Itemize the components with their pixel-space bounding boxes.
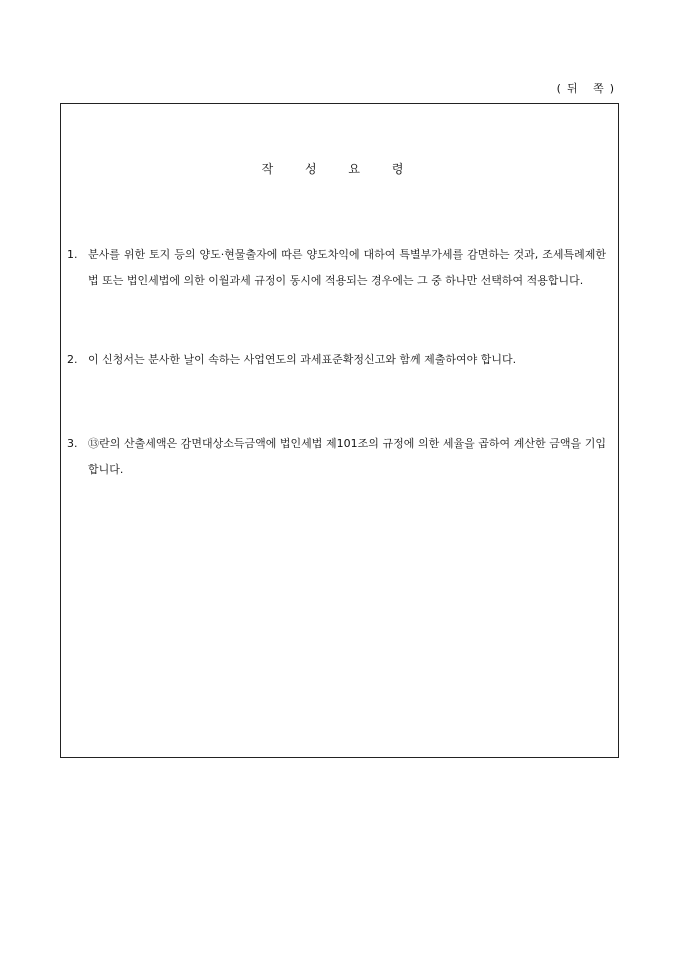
page-side-label: (뒤 쪽) bbox=[556, 82, 620, 95]
section-title: 작 성 요 령 bbox=[261, 162, 418, 176]
instruction-item-1 bbox=[67, 242, 606, 294]
item-text: 분사를 위한 토지 등의 양도·현물출자에 따른 양도차익에 대하여 특별부가세를 감면하는 것과, 조세특례제한법 또는 법인세법에 의한 이월과세 규정이 동시에 적용되는 경우에는 그 중 하나만 선택하여 적용합니다. bbox=[88, 248, 606, 287]
item-text: 이 신청서는 분사한 날이 속하는 사업연도의 과세표준확정신고와 함께 제출하여야 합니다. bbox=[88, 353, 517, 366]
item-number: 1. bbox=[67, 248, 78, 261]
instruction-item-3 bbox=[67, 431, 606, 483]
instructions-frame bbox=[60, 103, 619, 758]
item-number: 2. bbox=[67, 353, 78, 366]
item-text: ⑬란의 산출세액은 감면대상소득금액에 법인세법 제101조의 규정에 의한 세율을 곱하여 계산한 금액을 기입합니다. bbox=[88, 437, 606, 476]
instruction-item-2 bbox=[67, 347, 606, 373]
item-number: 3. bbox=[67, 437, 78, 450]
